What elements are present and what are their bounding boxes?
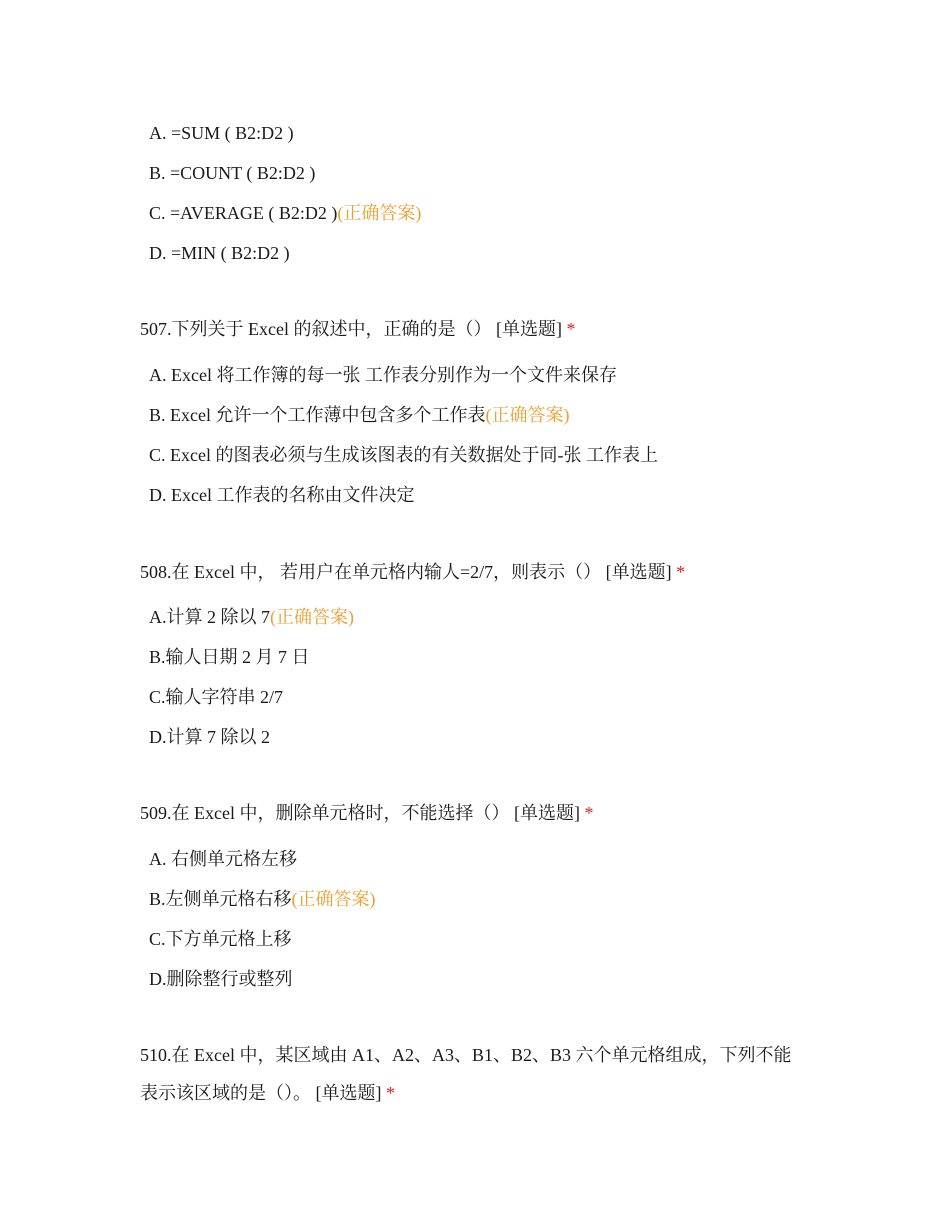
required-marker: *: [566, 319, 576, 339]
question-text: 507.下列关于 Excel 的叙述中，正确的是（） [单选题]: [140, 319, 567, 339]
option-text: B. Excel 允许一个工作薄中包含多个工作表: [149, 405, 486, 425]
question-509: [140, 801, 593, 825]
required-marker: *: [584, 803, 594, 823]
option-a: [149, 605, 354, 629]
option-c: [149, 927, 292, 951]
option-text: C. Excel 的图表必须与生成该图表的有关数据处于同-张 工作表上: [149, 445, 658, 465]
option-a: [149, 363, 617, 387]
option-c: [149, 201, 421, 225]
option-text: D. Excel 工作表的名称由文件决定: [149, 485, 415, 505]
option-text: A.计算 2 除以 7: [149, 607, 270, 627]
option-text: C. =AVERAGE ( B2:D2 ): [149, 203, 338, 223]
question-text: 509.在 Excel 中，删除单元格时，不能选择（） [单选题]: [140, 803, 585, 823]
option-a: [149, 847, 297, 871]
question-507: [140, 317, 575, 341]
question-text-line2: 表示该区域的是（）。 [单选题]: [140, 1083, 386, 1103]
question-508: [140, 560, 685, 584]
option-a: [149, 121, 294, 145]
question-510: [140, 1043, 792, 1067]
option-text: A. Excel 将工作簿的每一张 工作表分别作为一个文件来保存: [149, 365, 617, 385]
option-text: B.输人日期 2 月 7 日: [149, 647, 310, 667]
question-text: 508.在 Excel 中， 若用户在单元格内输人=2/7，则表示（） [单选题]: [140, 562, 677, 582]
required-marker: *: [386, 1083, 395, 1103]
correct-answer-tag: (正确答案): [337, 203, 422, 223]
option-text: D.计算 7 除以 2: [149, 727, 270, 747]
option-d: [149, 967, 293, 991]
option-d: [149, 483, 414, 507]
option-text: D. =MIN ( B2:D2 ): [149, 243, 290, 263]
option-d: [149, 241, 290, 265]
option-c: [149, 685, 283, 709]
option-d: [149, 725, 270, 749]
required-marker: *: [676, 562, 686, 582]
correct-answer-tag: (正确答案): [291, 889, 376, 909]
option-text: A. =SUM ( B2:D2 ): [149, 123, 294, 143]
correct-answer-tag: (正确答案): [270, 607, 354, 627]
option-b: [149, 161, 315, 185]
option-c: [149, 443, 658, 467]
option-text: D.删除整行或整列: [149, 969, 293, 989]
option-text: B. =COUNT ( B2:D2 ): [149, 163, 316, 183]
question-text-line1: 510.在 Excel 中，某区域由 A1、A2、A3、B1、B2、B3 六个单元格组成，下列不能: [140, 1045, 792, 1065]
option-b: [149, 403, 569, 427]
correct-answer-tag: (正确答案): [485, 405, 570, 425]
option-b: [149, 645, 310, 669]
option-text: C.下方单元格上移: [149, 929, 292, 949]
question-510-cont: [140, 1081, 395, 1105]
option-text: A. 右侧单元格左移: [149, 849, 297, 869]
option-text: C.输人字符串 2/7: [149, 687, 284, 707]
option-text: B.左侧单元格右移: [149, 889, 292, 909]
option-b: [149, 887, 376, 911]
